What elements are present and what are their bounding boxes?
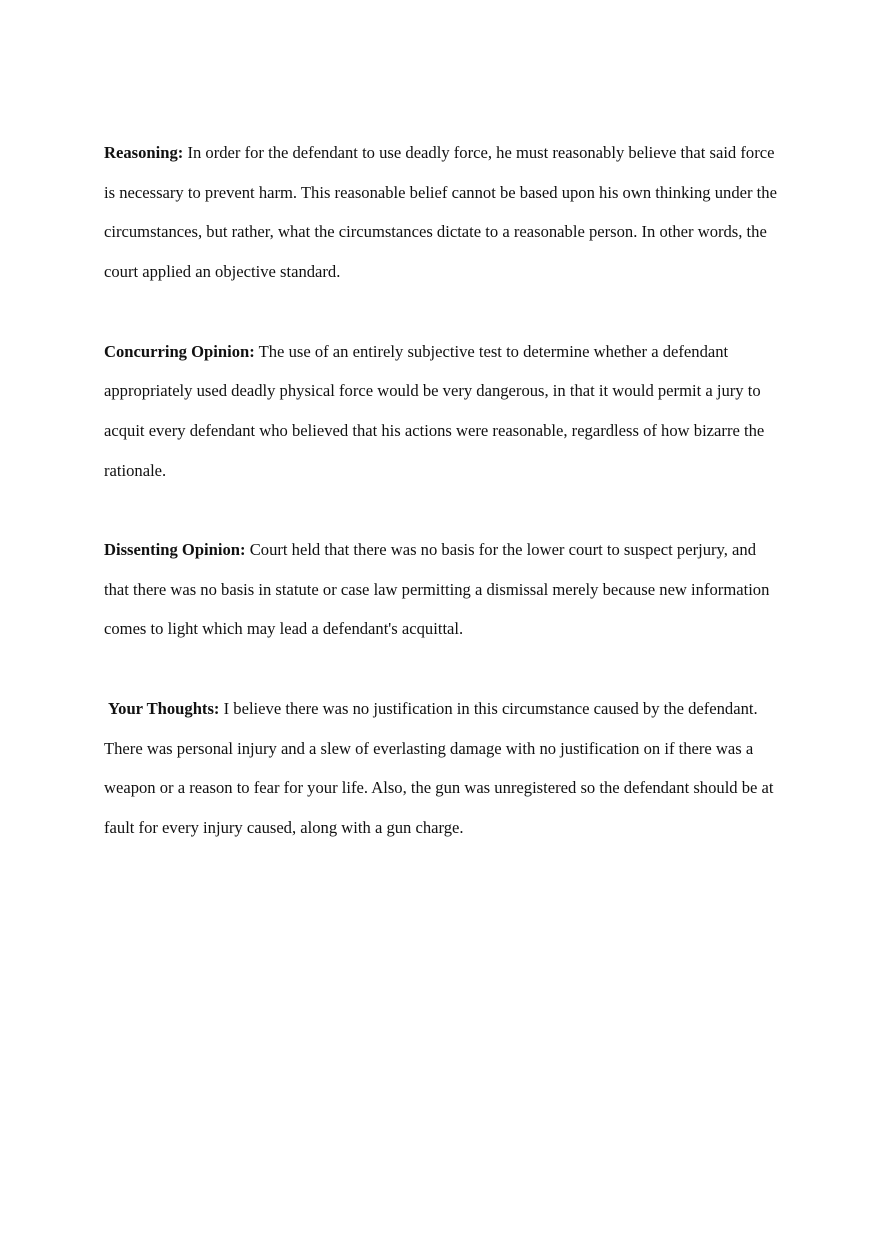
dissenting-opinion-text: Court held that there was no basis for the lower court to suspect perjury, and that there was no basis in statute or case law permitting a dismissal merely because new information comes to light which may lead a defendant's acquittal.	[104, 540, 770, 639]
reasoning-text: In order for the defendant to use deadly force, he must reasonably believe that said force is necessary to prevent harm. This reasonable belief cannot be based upon his own thinking under the circumstances, but rather, what the circumstances dictate to a reasonable person. In other words, the court applied an objective standard.	[104, 143, 777, 282]
dissenting-opinion-section	[104, 530, 780, 649]
reasoning-heading: Reasoning:	[104, 143, 184, 162]
concurring-opinion-text: The use of an entirely subjective test to determine whether a defendant appropriately used deadly physical force would be very dangerous, in that it would permit a jury to acquit every defendant who believed that his actions were reasonable, regardless of how bizarre the rationale.	[104, 341, 765, 480]
your-thoughts-heading: Your Thoughts:	[108, 698, 220, 718]
reasoning-section	[104, 133, 780, 292]
concurring-opinion-section	[104, 332, 780, 491]
your-thoughts-section	[104, 689, 780, 848]
your-thoughts-text: I believe there was no justification in this circumstance caused by the defendant. There was personal injury and a slew of everlasting damage with no justification on if there was a weapon or a reason to fear for your life. Also, the gun was unregistered so the defendant should be at fault for every injury caused, along with a gun charge.	[104, 698, 774, 837]
document-body	[104, 133, 780, 887]
concurring-opinion-heading: Concurring Opinion:	[104, 341, 255, 361]
dissenting-opinion-heading: Dissenting Opinion:	[104, 540, 246, 559]
